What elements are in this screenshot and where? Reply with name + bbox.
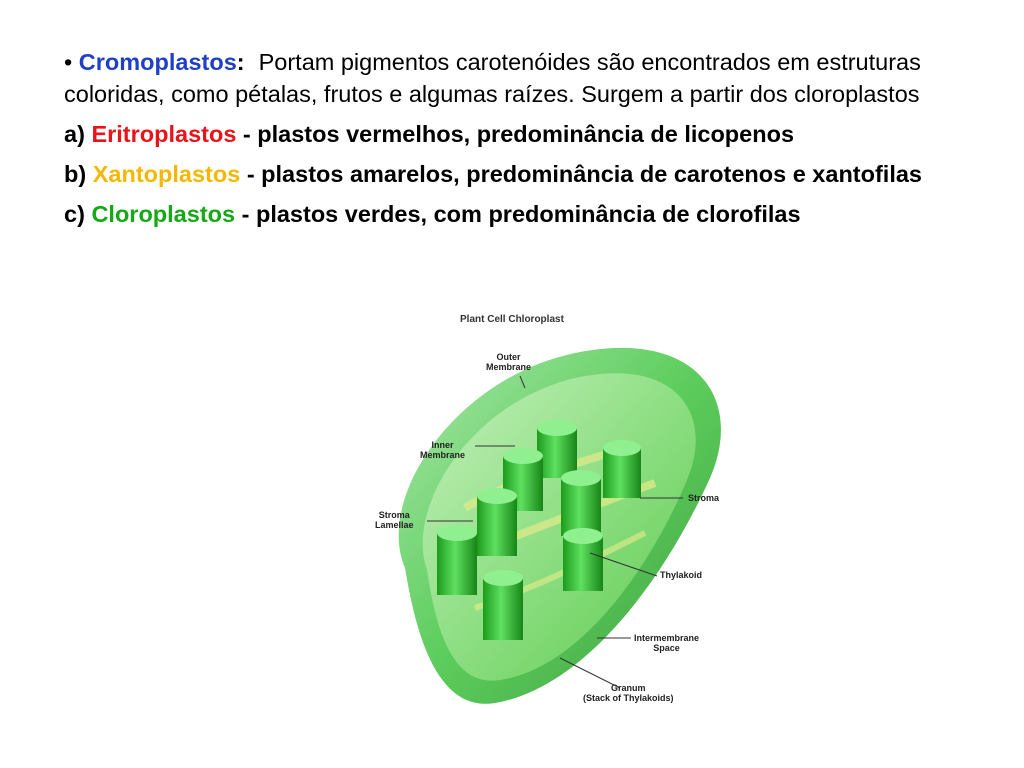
granum-stack [437,525,477,595]
intro-paragraph [64,46,984,110]
term-cromoplastos: Cromoplastos [78,49,237,75]
label-thylakoid: Thylakoid [660,570,703,580]
item-c-desc: - plastos verdes, com predominância de clorofilas [241,201,801,227]
granum-stack [483,570,523,640]
bullet: • [64,49,73,75]
item-a-prefix: a) [64,121,85,147]
figure-title: Plant Cell Chloroplast [460,314,564,325]
granum-stack [603,440,641,498]
item-b-desc: - plastos amarelos, predominância de carotenos e xantofilas [246,161,923,187]
label-stroma-lamellae: Stroma Lamellae [375,510,414,530]
label-outer-membrane: Outer Membrane [486,352,532,372]
item-c [64,198,984,230]
label-stroma: Stroma [688,493,720,503]
granum-stack [561,470,601,536]
granum-stack [477,488,517,556]
label-granum: Granum (Stack of Thylakoids) [583,683,674,703]
item-c-prefix: c) [64,201,85,227]
term-xantoplastos: Xantoplastos [92,161,241,187]
label-intermembrane-space: Intermembrane Space [634,633,700,653]
item-a-desc: - plastos vermelhos, predominância de licopenos [242,121,795,147]
item-a [64,118,984,150]
item-b-prefix: b) [64,161,87,187]
term-colon: : [236,49,245,75]
intro-text: Portam pigmentos carotenóides são encontrados em estruturas coloridas, como pétalas, frutos e algumas raízes. Surgem a partir dos cloroplastos [64,49,921,107]
text-block [64,46,984,238]
term-eritroplastos: Eritroplastos [91,121,237,147]
chloroplast-diagram [365,308,745,728]
term-cloroplastos: Cloroplastos [91,201,236,227]
granum-stack [563,528,603,591]
label-inner-membrane: Inner Membrane [420,440,466,460]
item-b [64,158,984,190]
